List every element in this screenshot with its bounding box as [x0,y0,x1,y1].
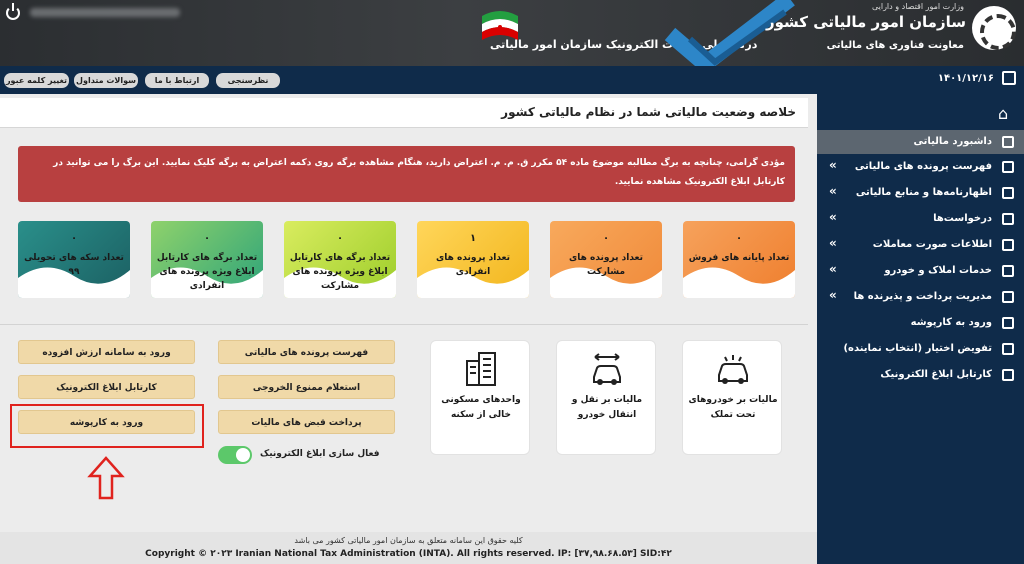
card-value: ۰ [203,233,211,244]
chevron-icon: » [829,184,837,198]
vat-system-button[interactable]: ورود به سامانه ارزش افزوده [18,340,195,364]
notice-icon [1002,369,1014,381]
e-notice-toggle-label: فعال سازی ابلاغ الکترونیک [260,449,380,459]
faq-button[interactable]: سوالات متداول [74,73,138,88]
card-individual-notices[interactable] [151,221,263,298]
app-header [0,0,1024,66]
portal-title: درگاه ملی خدمات الکترونیک سازمان امور مالیاتی [490,38,758,51]
card-label: تعداد پرونده های انفرادی [436,253,510,277]
card-label: تعداد برگه های کارتابل ابلاغ ویژه پرونده های مشارکت [289,253,391,291]
sidebar-item-dashboard[interactable] [817,130,1024,154]
checkmark-graphic [660,0,800,66]
chevron-icon: » [829,236,837,250]
chevron-icon: » [829,210,837,224]
chevron-icon: » [829,158,837,172]
sidebar-item-label: داشبورد مالیاتی [913,136,992,147]
service-owned-vehicles[interactable] [682,340,782,455]
highlight-box [10,404,204,448]
card-partnership-files[interactable] [550,221,662,298]
sidebar-item-transactions[interactable] [817,233,1024,257]
card-partnership-notices[interactable] [284,221,396,298]
building-icon [461,351,501,387]
exit-ban-inquiry-button[interactable]: استعلام ممنوع الخروجی [218,375,395,399]
car-icon [713,351,753,387]
card-value: ۰ [735,233,743,244]
sidebar-item-property-vehicle[interactable] [817,259,1024,283]
power-icon[interactable] [6,6,20,20]
ministry-name: وزارت امور اقتصاد و دارایی [871,2,964,11]
sidebar-item-e-notice[interactable] [817,363,1024,387]
sidebar-item-label: تفویض اختیار (انتخاب نماینده) [843,343,992,354]
card-value: ۱ [469,233,477,244]
service-vehicle-transfer[interactable] [556,340,656,455]
current-date: ۱۴۰۱/۱۲/۱۶ [937,73,994,84]
contact-us-button[interactable]: ارتباط با ما [145,73,209,88]
request-icon [1002,213,1014,225]
sidebar-item-label: اظهارنامه‌ها و منابع مالیاتی [855,187,992,198]
page-title: خلاصه وضعیت مالیاتی شما در نظام مالیاتی کشور [501,105,796,119]
chevron-icon: » [829,262,837,276]
service-label: مالیات بر نقل و انتقال خودرو [571,395,643,420]
card-value: ۰ [602,233,610,244]
sidebar-item-label: خدمات املاک و خودرو [884,265,992,276]
sidebar-item-tax-files[interactable] [817,155,1024,179]
deputy-title: معاونت فناوری های مالیاتی [826,40,964,51]
calendar-icon [1002,71,1016,85]
footer [0,532,817,564]
e-notice-toggle[interactable] [218,446,252,464]
sidebar-item-label: درخواست‌ها [933,213,992,224]
e-notice-inbox-button[interactable]: کارتابل ابلاغ الکترونیک [18,375,195,399]
card-label: تعداد برگه های کارتابل ابلاغ ویژه پرونده های انفرادی [156,253,258,291]
service-vacant-homes[interactable] [430,340,530,455]
car-icon [1002,265,1014,277]
card-label: تعداد پرونده های مشارکت [569,253,643,277]
sidebar-item-delegation[interactable] [817,337,1024,361]
sidebar-item-label: فهرست پرونده های مالیاتی [854,161,992,172]
info-icon [1002,239,1014,251]
objection-alert: مؤدی گرامی، چنانچه به برگ مطالبه موضوع ماده ۵۴ مکرر ق. م. م. اعتراض دارید، هنگام مشاهده برگه روی دکمه اعتراض به برگه کلیک نمایید. این برگ را می توانید در کارتابل ابلاغ الکترونیک مشاهده نمایید. [18,146,795,202]
car-transfer-icon [587,351,627,387]
file-list-icon [1002,161,1014,173]
sidebar-item-payments[interactable] [817,285,1024,309]
folder-icon [1002,317,1014,329]
sidebar-item-requests[interactable] [817,207,1024,231]
sidebar-item-workfolder[interactable] [817,311,1024,335]
sidebar-item-label: اطلاعات صورت معاملات [872,239,992,250]
pay-tax-bills-button[interactable]: پرداخت قبض های مالیات [218,410,395,434]
arrow-up-icon [86,454,126,502]
service-label: مالیات بر خودروهای تحت تملک [688,395,778,420]
delegate-icon [1002,343,1014,355]
footer-copyright: Copyright © ۲۰۲۳ Iranian National Tax Administration (INTA). All rights reserved. IP: [۳۷,۹۸.۶۸.۵۳] SID:۴۲ [145,549,672,559]
home-icon[interactable]: ⌂ [998,104,1009,123]
service-label: واحدهای مسکونی خالی از سکنه [441,395,521,420]
section-divider [0,324,808,325]
declaration-icon [1002,187,1014,199]
workfolder-login-button[interactable]: ورود به کارپوشه [18,410,195,434]
inta-logo [972,6,1016,50]
user-name-blurred [30,8,180,17]
organization-title: سازمان امور مالیاتی کشور [765,13,966,31]
sidebar-item-declarations[interactable] [817,181,1024,205]
card-value: ۰ [70,233,78,244]
sidebar-item-label: ورود به کارپوشه [910,317,992,328]
change-password-button[interactable]: تغییر کلمه عبور [4,73,69,88]
dashboard-icon [1002,136,1014,148]
card-label: تعداد پایانه های فروش [688,253,790,263]
tax-files-list-button[interactable]: فهرست پرونده های مالیاتی [218,340,395,364]
sidebar-item-label: کارتابل ابلاغ الکترونیک [880,369,992,380]
footer-rights: کلیه حقوق این سامانه متعلق به سازمان امور مالیاتی کشور می باشد [294,536,523,545]
survey-button[interactable]: نظرسنجی [216,73,280,88]
card-value: ۰ [336,233,344,244]
card-individual-files[interactable] [417,221,529,298]
card-coins-delivered[interactable] [18,221,130,298]
chevron-icon: » [829,288,837,302]
payment-icon [1002,291,1014,303]
card-sales-terminals[interactable] [683,221,795,298]
sidebar-item-label: مدیریت پرداخت و پذیرنده ها [853,291,992,302]
card-label: تعداد سکه های تحویلی ۹۹ [24,253,124,277]
